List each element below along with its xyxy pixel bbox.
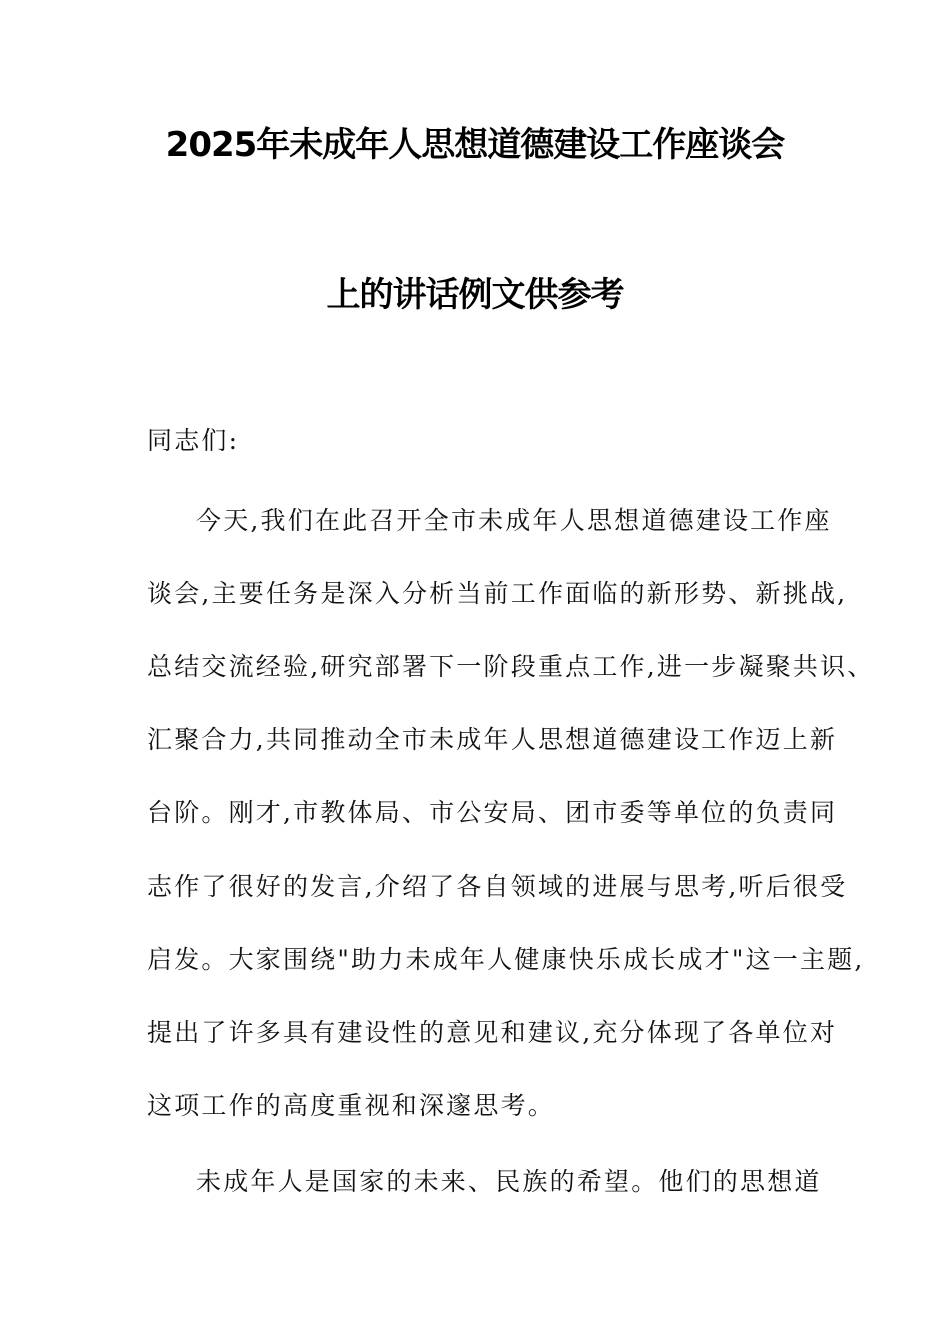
paragraph-1-line-8: 提出了许多具有建设性的意见和建议,充分体现了各单位对 bbox=[147, 1018, 838, 1047]
paragraph-1-line-3: 总结交流经验,研究部署下一阶段重点工作,进一步凝聚共识、 bbox=[147, 652, 875, 681]
paragraph-1-line-5: 台阶。刚才,市教体局、市公安局、团市委等单位的负责同 bbox=[147, 798, 838, 827]
paragraph-1-line-7: 启发。大家围绕"助力未成年人健康快乐成长成才"这一主题, bbox=[147, 945, 865, 974]
paragraph-1-line-6: 志作了很好的发言,介绍了各自领域的进展与思考,听后很受 bbox=[147, 872, 848, 901]
paragraph-1-line-9: 这项工作的高度重视和深邃思考。 bbox=[147, 1091, 556, 1120]
paragraph-2-line-1: 未成年人是国家的未来、民族的希望。他们的思想道 bbox=[196, 1167, 822, 1196]
paragraph-1-line-1: 今天,我们在此召开全市未成年人思想道德建设工作座 bbox=[196, 506, 832, 535]
paragraph-1-line-2: 谈会,主要任务是深入分析当前工作面临的新形势、新挑战, bbox=[147, 579, 848, 608]
salutation: 同志们: bbox=[147, 426, 240, 455]
document-title-line-1: 2025年未成年人思想道德建设工作座谈会 bbox=[165, 125, 785, 165]
document-title-line-2: 上的讲话例文供参考 bbox=[326, 275, 624, 315]
paragraph-1-line-4: 汇聚合力,共同推动全市未成年人思想道德建设工作迈上新 bbox=[147, 725, 838, 754]
